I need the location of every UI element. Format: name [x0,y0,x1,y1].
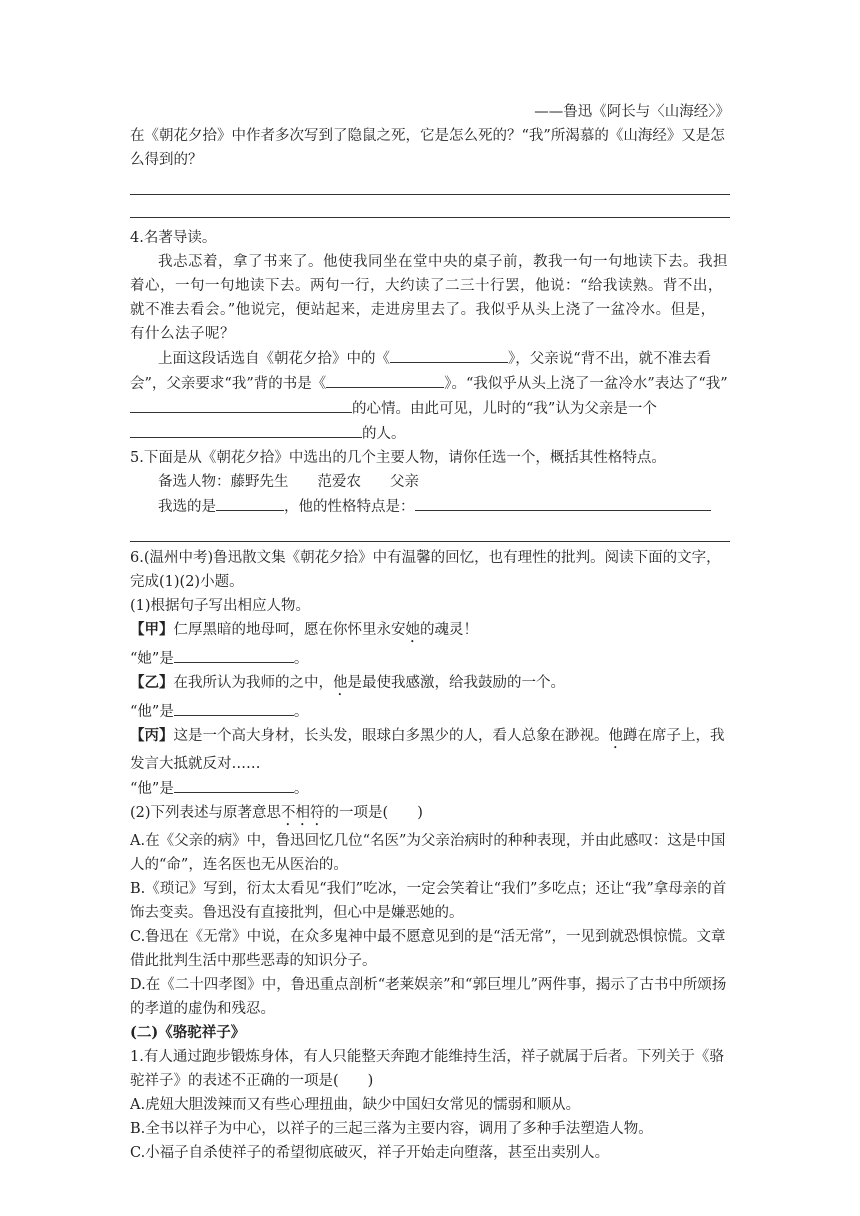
s2-option-a[interactable]: A.虎妞大胆泼辣而又有些心理扭曲，缺少中国妇女常见的懦弱和顺从。 [130,1097,581,1113]
q6-title: 6.(温州中考)鲁迅散文集《朝花夕拾》中有温馨的回忆，也有理性的批判。阅读下面的文字，完成(1)(2)小题。 [130,550,721,590]
section-heading: (二)《骆驼祥子》 [130,1024,246,1041]
q6-option-d[interactable]: D.在《二十四孝图》中，鲁迅重点剖析“老莱娱亲”和“郭巨埋儿”两件事，揭示了古书中所颂扬的孝道的虚伪和残忍。 [130,977,727,1017]
q6-sub1: (1)根据句子写出相应人物。 [130,598,311,614]
answer-line[interactable] [130,195,730,218]
q4-prompt: 上面这段话选自《朝花夕拾》中的《 》，父亲说“背不出，就不准去看会”，父亲要求“我”背的书是《 》。“我似乎从头上浇了一盆冷水”表达了“我”的心情。由此可见，儿时的“我”认为父亲是一个的人。 [130,346,730,446]
q4-passage: 我忐忑着，拿了书来了。他使我同坐在堂中央的桌子前，教我一句一句地读下去。我担着心，一句一句地读下去。两句一行，大约读了二三十行罢，他说：“给我读熟。背不出，就不准去看会。”他说完，便站起来，走进房里去了。我似乎从头上浇了一盆冷水。但是，有什么法子呢？ [130,254,728,342]
q6-yi: 【乙】在我所认为我师的之中，他是最使我感激，给我鼓励的一个。 [130,674,565,691]
q5-chosen: 我选的是 ，他的性格特点是： [130,494,730,519]
q4-title: 4.名著导读。 [130,230,217,246]
q6-bing-answer: “他”是 。 [130,776,730,801]
answer-line[interactable] [130,172,730,195]
fill-blank[interactable] [415,494,711,511]
q6-yi-answer: “他”是 。 [130,699,730,724]
question-intro: 在《朝花夕拾》中作者多次写到了隐鼠之死，它是怎么死的？“我”所渴慕的《山海经》又是怎么得到的？ [130,128,725,168]
q6-option-c[interactable]: C.鲁迅在《无常》中说，在众多鬼神中最不愿意见到的是“活无常”，一见到就恐惧惊慌。文章借此批判生活中那些恶毒的知识分子。 [130,929,726,969]
answer-line[interactable] [130,519,730,542]
s2-q1: 1.有人通过跑步锻炼身体，有人只能整天奔跑才能维持生活，祥子就属于后者。下列关于《骆驼祥子》的表述不正确的一项是( ) [130,1049,724,1089]
fill-blank[interactable] [326,371,444,388]
q6-sub2: (2)下列表述与原著意思不相符的一项是( ) [130,805,423,821]
fill-blank[interactable] [130,396,352,413]
s2-option-b[interactable]: B.全书以祥子为中心，以祥子的三起三落为主要内容，调用了多种手法塑造人物。 [130,1121,653,1137]
fill-blank[interactable] [130,421,362,438]
document-page [130,100,730,1165]
q6-option-a[interactable]: A.在《父亲的病》中，鲁迅回忆几位“名医”为父亲治病时的种种表现，并由此感叹：这是中国人的“命”，连名医也无从医治的。 [130,833,726,873]
quote-attribution: ——鲁迅《阿长与〈山海经〉》 [534,104,730,120]
q5-candidates: 备选人物：藤野先生 范爱农 父亲 [158,474,419,490]
fill-blank[interactable] [216,494,284,511]
q6-jia-answer: “她”是 。 [130,646,730,671]
s2-option-c[interactable]: C.小福子自杀使祥子的希望彻底破灭，祥子开始走向堕落，甚至出卖别人。 [130,1145,610,1161]
fill-blank[interactable] [390,346,508,363]
q5-title: 5.下面是从《朝花夕拾》中选出的几个主要人物，请你任选一个，概括其性格特点。 [130,450,666,466]
q6-option-b[interactable]: B.《琐记》写到，衍太太看见“我们”吃冰，一定会笑着让“我们”多吃点；还让“我”拿母亲的首饰去变卖。鲁迅没有直接批判，但心中是嫌恶她的。 [130,881,727,921]
q6-jia: 【甲】仁厚黑暗的地母呵，愿在你怀里永安她的魂灵！ [130,621,478,638]
fill-blank[interactable] [174,699,294,716]
fill-blank[interactable] [174,776,294,793]
fill-blank[interactable] [174,646,294,663]
q6-bing: 【丙】这是一个高大身材，长头发，眼球白多黑少的人，看人总象在渺视。他蹲在席子上，我发言大抵就反对…… [130,727,725,772]
